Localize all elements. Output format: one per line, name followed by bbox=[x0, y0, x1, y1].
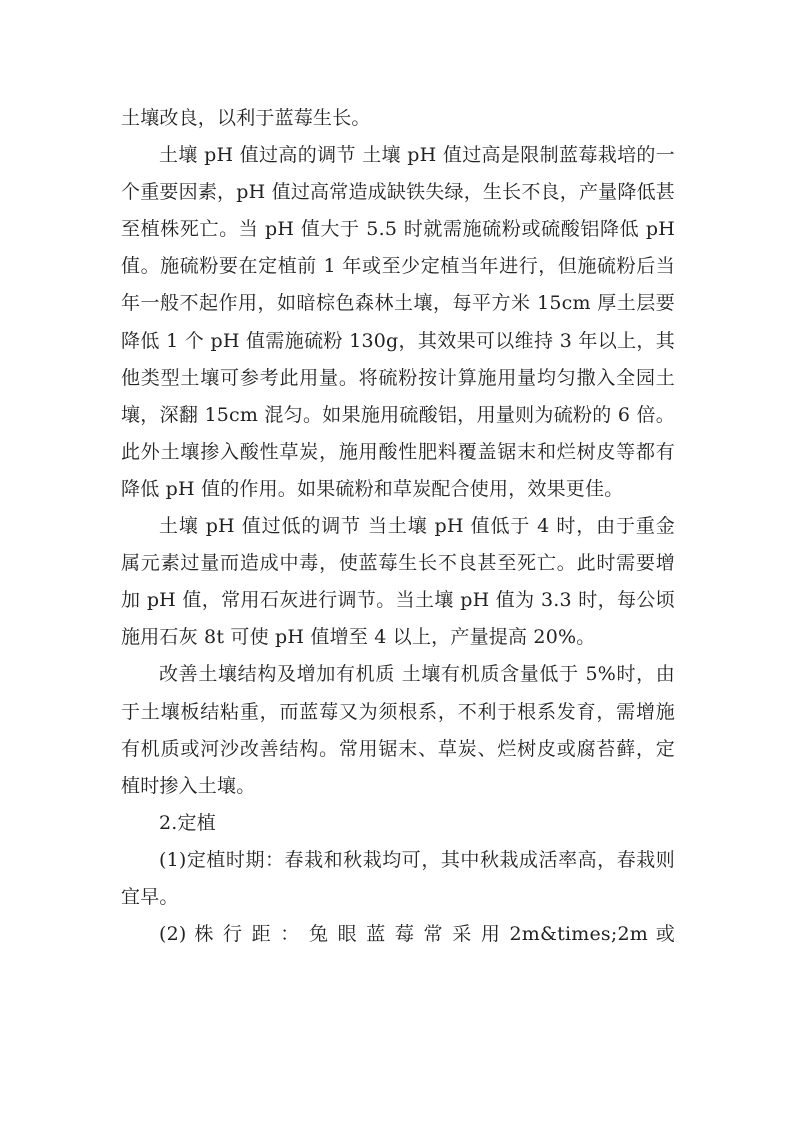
paragraph-low-ph-adjustment: 土壤 pH 值过低的调节 当土壤 pH 值低于 4 时，由于重金属元素过量而造成中毒，使蓝莓生长不良甚至死亡。此时需要增加 pH 值，常用石灰进行调节。当土壤 pH 值为 3.3 时，每公顷施用石灰 8t 可使 pH 值增至 4 以上，产量提高 20%。 bbox=[121, 515, 675, 649]
paragraph-soil-structure: 改善土壤结构及增加有机质 土壤有机质含量低于 5%时，由于土壤板结粘重，而蓝莓又为须根系，不利于根系发育，需增施有机质或河沙改善结构。常用锯末、草炭、烂树皮或腐苔藓，定植时掺入土壤。 bbox=[121, 663, 675, 797]
paragraph-planting-time: (1)定植时期：春栽和秋栽均可，其中秋栽成活率高，春栽则宜早。 bbox=[121, 848, 675, 908]
paragraph-continuation: 土壤改良，以利于蓝莓生长。 bbox=[121, 107, 371, 129]
paragraph-plant-spacing: (2) 株 行 距 ： 兔 眼 蓝 莓 常 采 用 2m&times;2m 或 bbox=[159, 923, 675, 946]
paragraph-high-ph-adjustment: 土壤 pH 值过高的调节 土壤 pH 值过高是限制蓝莓栽培的一个重要因素，pH 值过高常造成缺铁失绿，生长不良，产量降低甚至植株死亡。当 pH 值大于 5.5 时就需施硫粉或硫酸铝降低 pH 值。施硫粉要在定植前 1 年或至少定植当年进行，但施硫粉后当年一般不起作用，如暗棕色森林土壤，每平方米 15cm 厚土层要降低 1 个 pH 值需施硫粉 130g，其效果可以维持 3 年以上，其他类型土壤可参考此用量。将硫粉按计算施用量均匀撒入全园土壤，深翻 15cm 混匀。如果施用硫酸铝，用量则为硫粉的 6 倍。此外土壤掺入酸性草炭，施用酸性肥料覆盖锯末和烂树皮等都有降低 pH 值的作用。如果硫粉和草炭配合使用，效果更佳。 bbox=[121, 144, 675, 500]
section-heading-planting: 2.定植 bbox=[159, 811, 216, 834]
document-body bbox=[121, 100, 675, 953]
